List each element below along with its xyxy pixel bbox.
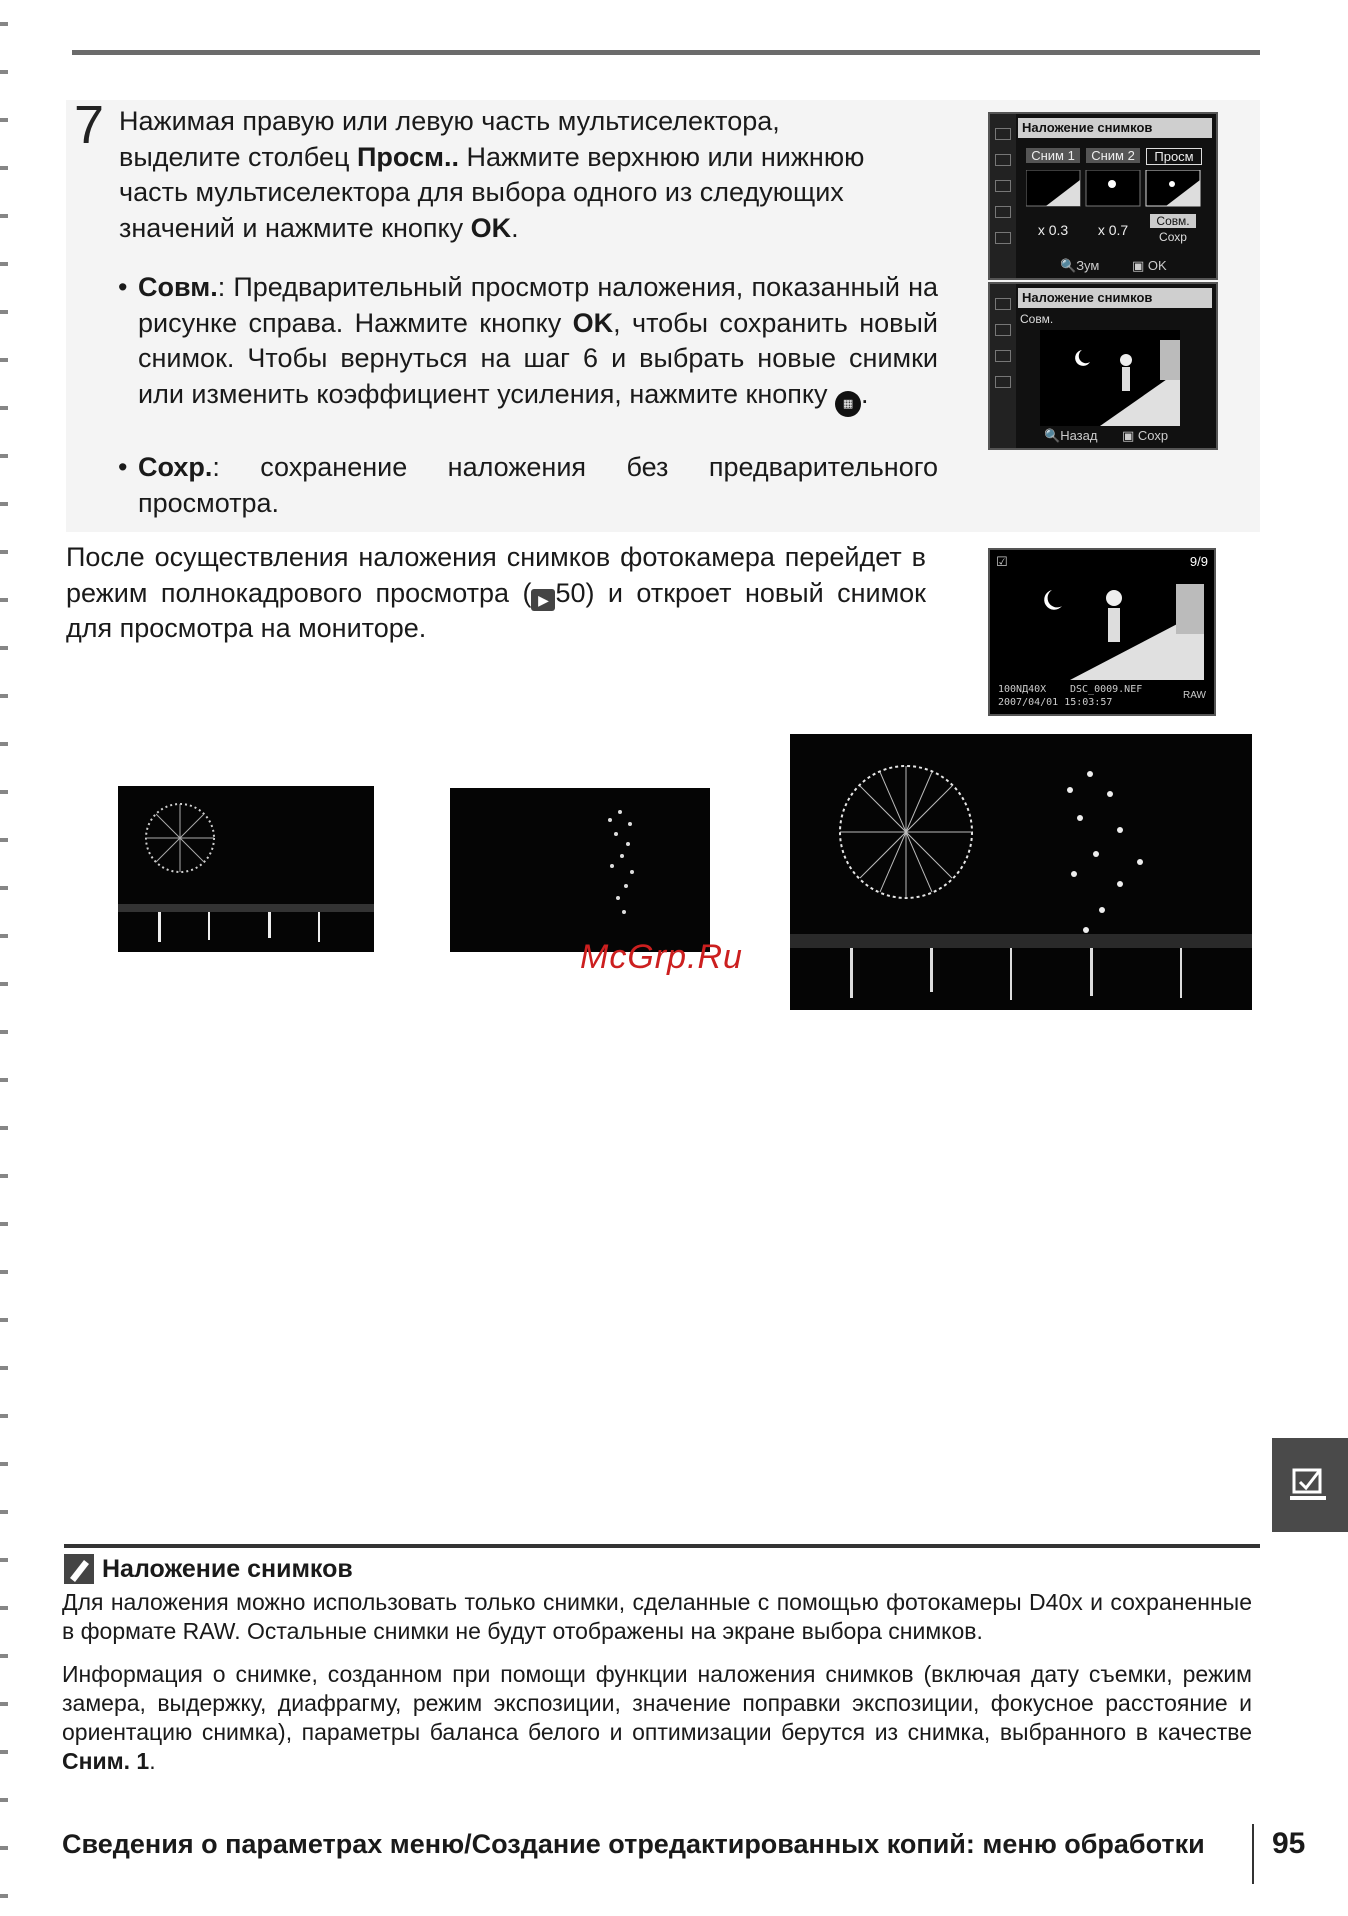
- after-text-pre: После осуществления наложения снимков фотокамера перейдет в режим полнокадрового просмотра (: [66, 542, 926, 608]
- step-line-2-rest: Нажмите верхнюю или нижнюю: [458, 141, 865, 172]
- watermark: McGrp.Ru: [580, 938, 743, 976]
- bullet-save-term: Сохр.: [138, 452, 213, 482]
- footer-title: Сведения о параметрах меню/Создание отредактированных копий: меню обработки: [62, 1829, 1205, 1859]
- bullet-save: [118, 450, 938, 521]
- footer-separator: [1252, 1824, 1254, 1884]
- bullet-dot: •: [118, 272, 128, 302]
- page-number: 95: [1272, 1827, 1306, 1860]
- gain-1: x 0.3: [1037, 222, 1069, 238]
- camera-screen-playback: [988, 548, 1216, 716]
- note-paragraph-2-end: .: [149, 1748, 156, 1774]
- pencil-note-icon: [64, 1554, 94, 1584]
- bullet-overlay-text: : Предварительный просмотр наложения, показанный на рисунке справа. Нажмите кнопку: [138, 272, 938, 338]
- ok-label: OK: [470, 212, 512, 243]
- bullet-dot: •: [118, 452, 128, 482]
- after-text-post: ) и откроет новый снимок для просмотра на мониторе.: [66, 577, 926, 643]
- bullet-ok-label: OK: [572, 307, 614, 338]
- gain-2: x 0.7: [1097, 222, 1129, 238]
- footer-back: 🔍Назад: [1044, 428, 1098, 443]
- bullet-overlay-end: .: [861, 378, 869, 409]
- image1-label: Сним. 1: [62, 1748, 150, 1774]
- bullet-overlay: [118, 270, 938, 417]
- top-rule: [72, 50, 1260, 55]
- scan-edge-artifact: [0, 0, 8, 1916]
- bullet-save-text: : сохранение наложения без предварительного просмотра.: [138, 452, 938, 518]
- photo-overlay-result: [790, 734, 1252, 1010]
- image1-col: Сним 1: [1026, 148, 1080, 163]
- step-number: 7: [74, 95, 105, 155]
- retouch-mark-icon: ☑: [996, 554, 1008, 569]
- folder-name: 100NД40X: [998, 684, 1047, 695]
- preview-col: Просм: [1146, 148, 1202, 165]
- overlay-label: Совм.: [1020, 312, 1054, 326]
- note-paragraph-2-text: Информация о снимке, созданном при помощи функции наложения снимков (включая дату съемки, режим замера, выдержку, диафрагму, режим экспозиции, значение поправки экспозиции, фокусное расстояние и ориентацию снимка), параметры баланса белого и оптимизации берутся из снимка, выбранного в качестве: [62, 1661, 1252, 1745]
- step-line-4-end: .: [511, 212, 519, 243]
- photo-ferris-wheel: [118, 786, 374, 952]
- step-line-2: [119, 140, 927, 176]
- file-name: DSC_0009.NEF: [1070, 684, 1143, 695]
- page-reference: 50: [555, 577, 586, 608]
- overlay-preview-image: [1040, 330, 1180, 426]
- step-line-4-text: значений и нажмите кнопку: [119, 212, 471, 243]
- bullet-overlay-text-2: , чтобы сохранить новый снимок. Чтобы вернуться на шаг 6 и выбрать новые снимки или изменить коэффициент усиления, нажмите кнопку: [138, 307, 938, 409]
- note-paragraph-1: Для наложения можно использовать только снимки, сделанные с помощью фотокамеры D40x и сохраненные в формате RAW. Остальные снимки не будут отображены на экране выбора снимков.: [62, 1589, 1252, 1644]
- screen-title: Наложение снимков: [1018, 118, 1212, 138]
- image-quality: RAW: [1183, 690, 1206, 701]
- retouch-tab: [1272, 1438, 1348, 1532]
- footer-zoom: 🔍Зум: [1060, 258, 1100, 273]
- footer-ok: ▣ OK: [1132, 258, 1167, 273]
- date-time: 2007/04/01 15:03:57: [998, 697, 1113, 708]
- retouch-menu-icon: [1288, 1462, 1332, 1506]
- view-column-label: Просм..: [356, 141, 459, 172]
- camera-screen-overlay-select: [988, 112, 1218, 280]
- frame-counter: 9/9: [1189, 554, 1208, 569]
- menu-sidebar: [990, 284, 1016, 448]
- step-text: [119, 104, 927, 246]
- step-line-1: Нажимая правую или левую часть мультиселектора,: [119, 106, 780, 136]
- bullet-overlay-term: Совм.: [138, 272, 218, 302]
- note-paragraph-2: [62, 1660, 1252, 1776]
- photo-fireworks: [450, 788, 710, 952]
- screen-title: Наложение снимков: [1018, 288, 1212, 308]
- playback-image: [1000, 570, 1204, 680]
- footer-save: ▣ Сохр: [1122, 428, 1169, 443]
- menu-sidebar: [990, 114, 1016, 278]
- image2-col: Сним 2: [1086, 148, 1140, 163]
- note-rule: [64, 1544, 1260, 1548]
- camera-screen-overlay-preview: [988, 282, 1218, 450]
- playback-icon: ▶: [531, 589, 555, 611]
- option-save: Сохр: [1159, 230, 1187, 244]
- thumbnail-button-icon: ▦: [835, 391, 861, 417]
- step-line-3: часть мультиселектора для выбора одного из следующих: [119, 177, 844, 207]
- option-overlay: Совм.: [1150, 214, 1196, 228]
- note-title: Наложение снимков: [102, 1555, 353, 1583]
- step-line-2-text: выделите столбец: [119, 141, 357, 172]
- thumbnail-strip: [1026, 170, 1202, 210]
- step-line-4: [119, 211, 927, 247]
- after-paragraph: [66, 540, 926, 647]
